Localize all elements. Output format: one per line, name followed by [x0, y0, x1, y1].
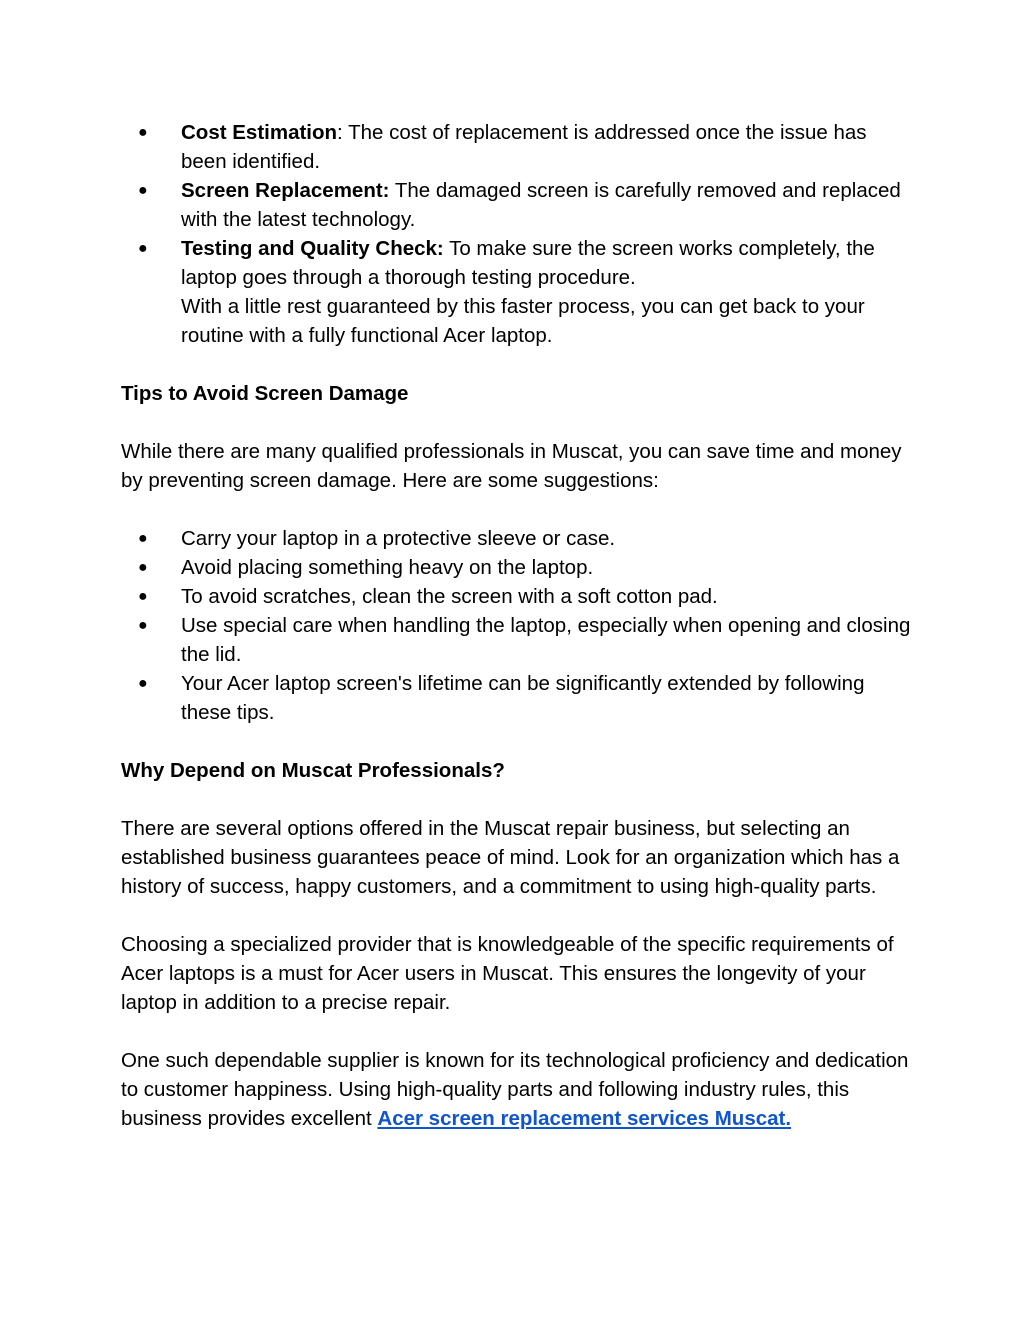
list-item-text: To avoid scratches, clean the screen with a soft cotton pad.: [181, 585, 718, 608]
list-item-text: Your Acer laptop screen's lifetime can be significantly extended by following these tips.: [181, 672, 865, 724]
section-heading-why: Why Depend on Muscat Professionals?: [121, 759, 505, 782]
why-paragraph-3-text: One such dependable supplier is known for its technological proficiency and dedication to customer happiness. Using high-quality parts and following industry rules, this business provides excellent: [121, 1049, 909, 1130]
list-item: [121, 118, 911, 176]
list-item: [121, 582, 911, 611]
list-item-text: To make sure the screen works completely, the laptop goes through a thorough testing procedure.: [181, 237, 875, 289]
bullet-icon: ●: [138, 182, 148, 199]
list-item-term: Screen Replacement:: [181, 179, 390, 202]
why-paragraph-1: There are several options offered in the Muscat repair business, but selecting an established business guarantees peace of mind. Look for an organization which has a history of success, happy customers, and a commitment to using high-quality parts.: [121, 817, 900, 898]
tips-intro-paragraph: While there are many qualified professionals in Muscat, you can save time and money by preventing screen damage. Here are some suggestions:: [121, 440, 902, 492]
list-item-term: Testing and Quality Check:: [181, 237, 444, 260]
bullet-icon: ●: [138, 124, 148, 141]
list-item-text: Use special care when handling the laptop, especially when opening and closing the lid.: [181, 614, 911, 666]
list-item-term: Cost Estimation: [181, 121, 338, 144]
bullet-icon: ●: [138, 559, 148, 576]
why-paragraph-3: [121, 1046, 911, 1133]
list-item-text: The damaged screen is carefully removed and replaced with the latest technology.: [181, 179, 901, 231]
list-item: [121, 611, 911, 669]
list-item: [121, 669, 911, 727]
bullet-icon: ●: [138, 530, 148, 547]
tips-list: [121, 524, 911, 727]
process-steps-list: [121, 118, 911, 350]
list-item: [121, 524, 911, 553]
list-item-continuation: With a little rest guaranteed by this faster process, you can get back to your routine with a fully functional Acer laptop.: [181, 295, 865, 347]
document-page: [121, 118, 911, 1133]
list-item-text: Avoid placing something heavy on the laptop.: [181, 556, 594, 579]
list-item: [121, 234, 911, 350]
list-item-text: The cost of replacement is addressed once the issue has been identified.: [181, 121, 867, 173]
bullet-icon: ●: [138, 240, 148, 257]
list-item-text: Carry your laptop in a protective sleeve or case.: [181, 527, 616, 550]
list-item-separator: :: [337, 121, 343, 144]
why-paragraph-2: Choosing a specialized provider that is knowledgeable of the specific requirements of Acer laptops is a must for Acer users in Muscat. This ensures the longevity of your laptop in addition to a precise repair.: [121, 933, 894, 1014]
acer-screen-replacement-link[interactable]: Acer screen replacement services Muscat.: [377, 1107, 792, 1130]
list-item: [121, 553, 911, 582]
bullet-icon: ●: [138, 617, 148, 634]
list-item: [121, 176, 911, 234]
bullet-icon: ●: [138, 588, 148, 605]
bullet-icon: ●: [138, 675, 148, 692]
section-heading-tips: Tips to Avoid Screen Damage: [121, 382, 409, 405]
